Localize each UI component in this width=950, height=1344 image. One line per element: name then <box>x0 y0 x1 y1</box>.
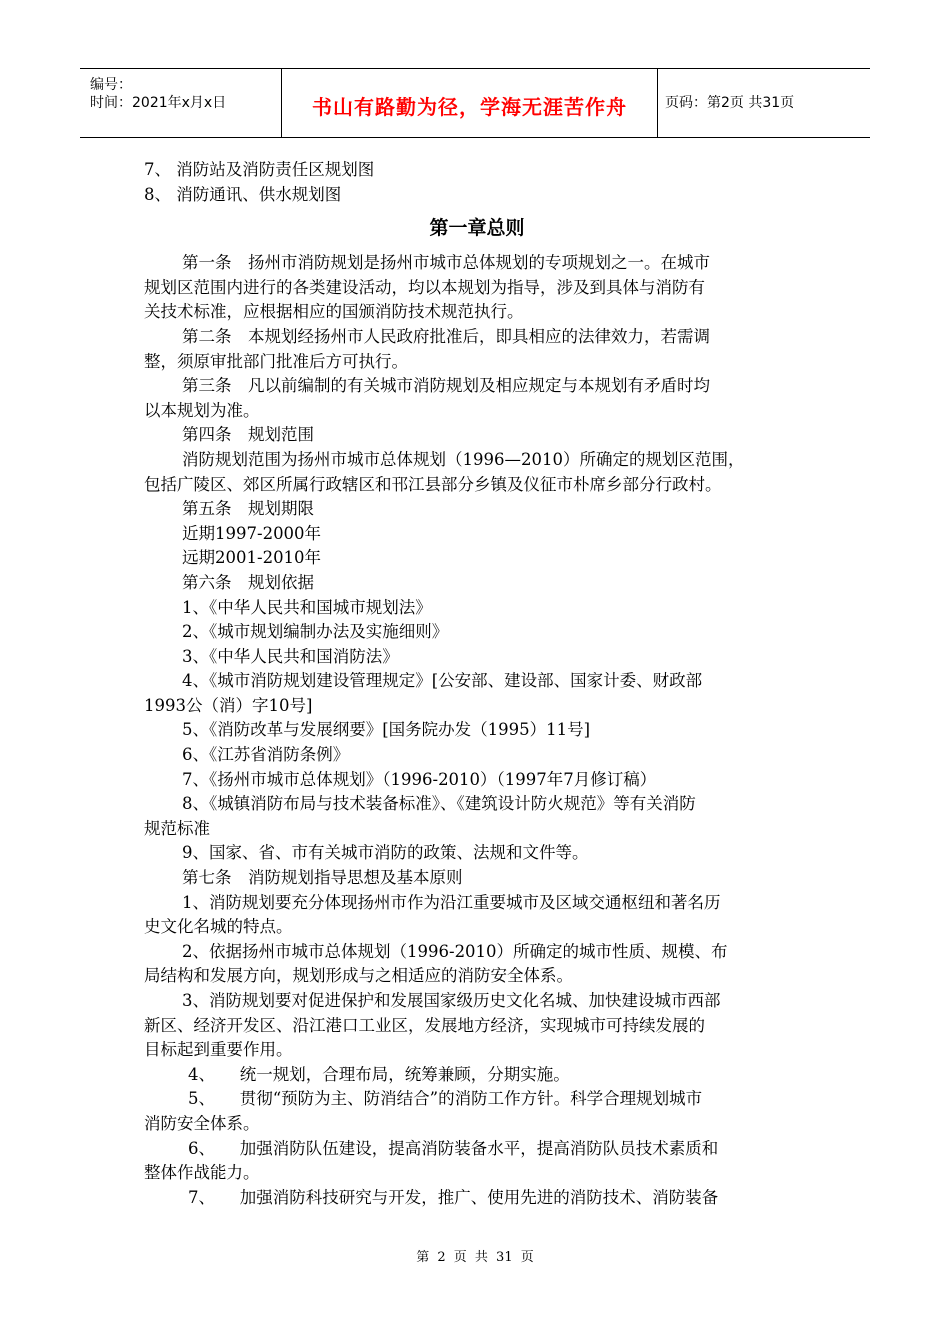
paragraph-line: 第七条 消防规划指导思想及基本原则 <box>182 868 463 888</box>
header-left-cell <box>80 69 280 137</box>
paragraph-line: 包括广陵区、郊区所属行政辖区和邗江县部分乡镇及仪征市朴席乡部分行政村。 <box>144 474 722 494</box>
paragraph-line: 第五条 规划期限 <box>182 499 314 519</box>
paragraph-line: 4、 统一规划，合理布局，统筹兼顾，分期实施。 <box>188 1064 570 1084</box>
paragraph-line: 局结构和发展方向，规划形成与之相适应的消防安全体系。 <box>144 966 573 986</box>
paragraph-line: 近期1997-2000年 <box>182 523 322 543</box>
paragraph-line: 1993公（消）字10号] <box>144 695 313 715</box>
date-line: 时间：2021年x月x日 <box>90 95 227 111</box>
paragraph-line: 远期2001-2010年 <box>182 548 322 568</box>
paragraph-line: 关技术标准，应根据相应的国颁消防技术规范执行。 <box>144 302 524 322</box>
list-line: 8、 消防通讯、供水规划图 <box>144 184 342 204</box>
paragraph-line: 7、 加强消防科技研究与开发，推广、使用先进的消防技术、消防装备 <box>188 1187 719 1207</box>
paragraph-line: 第四条 规划范围 <box>182 425 314 445</box>
paragraph-line: 规范标准 <box>144 818 210 838</box>
paragraph-line: 3、消防规划要对促进保护和发展国家级历史文化名城、加快建设城市西部 <box>182 991 721 1010</box>
number-label: 编号： <box>90 77 132 93</box>
paragraph-line: 整体作战能力。 <box>144 1163 260 1183</box>
paragraph-line: 2、依据扬州市城市总体规划（1996-2010）所确定的城市性质、规模、布 <box>182 941 728 961</box>
paragraph-line: 第一条 扬州市消防规划是扬州市城市总体规划的专项规划之一。在城市 <box>182 253 710 273</box>
paragraph-line: 第六条 规划依据 <box>182 572 314 592</box>
paragraph-line: 消防规划范围为扬州市城市总体规划（1996—2010）所确定的规划区范围， <box>182 449 745 469</box>
page-footer: 第 2 页 共 31 页 <box>416 1250 534 1265</box>
paragraph-line: 整，须原审批部门批准后方可执行。 <box>144 351 408 371</box>
chapter-title: 第一章总则 <box>429 217 525 240</box>
paragraph-line: 第三条 凡以前编制的有关城市消防规划及相应规定与本规划有矛盾时均 <box>182 376 710 396</box>
paragraph-line: 目标起到重要作用。 <box>144 1040 293 1060</box>
paragraph-line: 新区、经济开发区、沿江港口工业区，发展地方经济，实现城市可持续发展的 <box>144 1015 705 1035</box>
header-motto-cell <box>281 69 658 137</box>
paragraph-line: 消防安全体系。 <box>144 1113 260 1133</box>
paragraph-line: 7、《扬州市城市总体规划》（1996-2010）（1997年7月修订稿） <box>182 769 657 789</box>
paragraph-line: 6、 加强消防队伍建设，提高消防装备水平，提高消防队员技术素质和 <box>188 1138 719 1158</box>
paragraph-line: 史文化名城的特点。 <box>144 917 293 937</box>
paragraph-line: 6、《江苏省消防条例》 <box>182 745 350 765</box>
document-body <box>144 158 810 1210</box>
paragraph-line: 1、《中华人民共和国城市规划法》 <box>182 597 432 617</box>
motto: 书山有路勤为径，学海无涯苦作舟 <box>312 95 627 119</box>
paragraph-line: 以本规划为准。 <box>144 400 260 420</box>
paragraph-line: 3、《中华人民共和国消防法》 <box>182 646 399 666</box>
paragraph-line: 9、国家、省、市有关城市消防的政策、法规和文件等。 <box>182 843 589 863</box>
paragraph-line: 8、《城镇消防布局与技术装备标准》、《建筑设计防火规范》等有关消防 <box>182 794 696 814</box>
paragraph-line: 规划区范围内进行的各类建设活动，均以本规划为指导，涉及到具体与消防有 <box>144 277 705 297</box>
header-right-cell <box>657 69 870 137</box>
paragraph-line: 5、《消防改革与发展纲要》[国务院办发（1995）11号] <box>182 720 591 740</box>
page-header <box>80 68 870 138</box>
list-line: 7、 消防站及消防责任区规划图 <box>144 160 375 179</box>
paragraph-line: 5、 贯彻“预防为主、防消结合”的消防工作方针。科学合理规划城市 <box>188 1089 703 1109</box>
paragraph-line: 2、《城市规划编制办法及实施细则》 <box>182 622 449 642</box>
page-info: 页码：第2页 共31页 <box>665 95 795 111</box>
paragraph-line: 4、《城市消防规划建设管理规定》[公安部、建设部、国家计委、财政部 <box>182 671 703 691</box>
paragraph-line: 1、消防规划要充分体现扬州市作为沿江重要城市及区域交通枢纽和著名历 <box>182 892 721 912</box>
paragraph-line: 第二条 本规划经扬州市人民政府批准后，即具相应的法律效力，若需调 <box>182 326 710 346</box>
